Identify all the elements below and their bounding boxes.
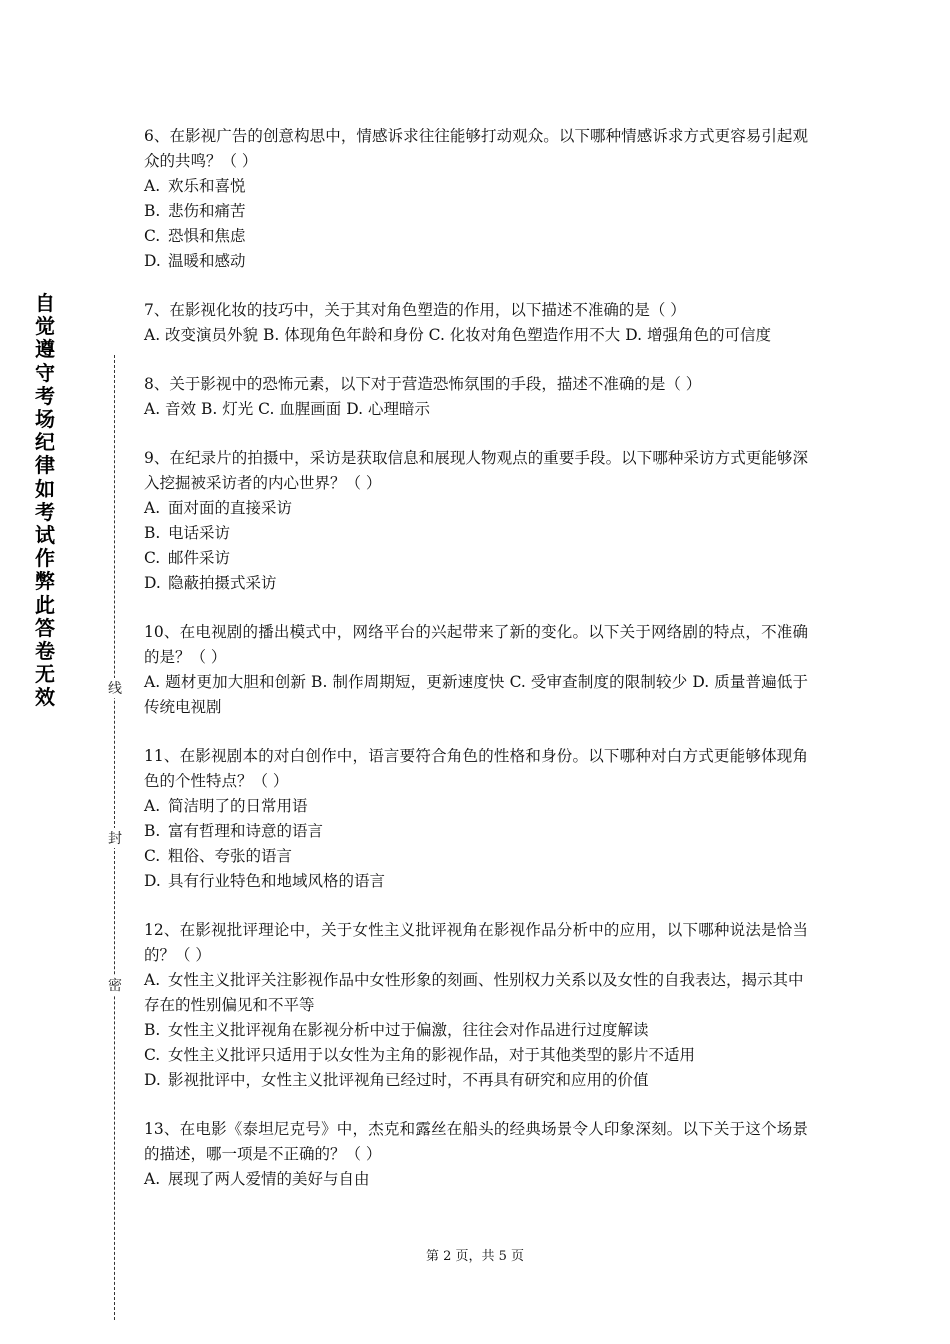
binding-label-feng: 封 — [104, 828, 126, 848]
inline-options: A. 题材更加大胆和创新 B. 制作周期短，更新速度快 C. 受审查制度的限制较少 D. 质量普遍低于传统电视剧 — [144, 673, 808, 716]
question-stem: 11、在影视剧本的对白创作中，语言要符合角色的性格和身份。以下哪种对白方式更能够体现角色的个性特点？（ ） — [144, 747, 808, 790]
question-10 — [144, 620, 808, 720]
option-c: C. 邮件采访 — [144, 549, 231, 567]
question-list — [144, 124, 808, 1216]
option-b: B. 电话采访 — [144, 524, 231, 542]
question-stem: 10、在电视剧的播出模式中，网络平台的兴起带来了新的变化。以下关于网络剧的特点，不准确的是？（ ） — [144, 623, 808, 666]
option-a: A. 欢乐和喜悦 — [144, 177, 246, 195]
option-a: A. 展现了两人爱情的美好与自由 — [144, 1170, 370, 1188]
option-d: D. 隐蔽拍摄式采访 — [144, 574, 277, 592]
option-d: D. 影视批评中，女性主义批评视角已经过时，不再具有研究和应用的价值 — [144, 1071, 649, 1089]
question-9 — [144, 446, 808, 596]
option-c: C. 女性主义批评只适用于以女性为主角的影视作品，对于其他类型的影片不适用 — [144, 1046, 696, 1064]
question-6 — [144, 124, 808, 274]
option-c: C. 恐惧和焦虑 — [144, 227, 246, 245]
option-d: D. 温暖和感动 — [144, 252, 246, 270]
question-12 — [144, 918, 808, 1093]
inline-options: A. 改变演员外貌 B. 体现角色年龄和身份 C. 化妆对角色塑造作用不大 D. 增强角色的可信度 — [144, 326, 771, 344]
binding-label-xian: 线 — [104, 678, 126, 698]
question-stem: 12、在影视批评理论中，关于女性主义批评视角在影视作品分析中的应用，以下哪种说法是恰当的？（ ） — [144, 921, 808, 964]
question-13 — [144, 1117, 808, 1192]
inline-options: A. 音效 B. 灯光 C. 血腥画面 D. 心理暗示 — [144, 400, 430, 418]
option-b: B. 悲伤和痛苦 — [144, 202, 246, 220]
binding-label-mi: 密 — [104, 975, 126, 995]
option-a: A. 女性主义批评关注影视作品中女性形象的刻画、性别权力关系以及女性的自我表达，揭示其中存在的性别偏见和不平等 — [144, 971, 804, 1014]
option-a: A. 面对面的直接采访 — [144, 499, 293, 517]
option-d: D. 具有行业特色和地域风格的语言 — [144, 872, 386, 890]
question-stem: 7、在影视化妆的技巧中，关于其对角色塑造的作用，以下描述不准确的是（ ） — [144, 301, 686, 319]
question-8 — [144, 372, 808, 422]
question-stem: 13、在电影《泰坦尼克号》中，杰克和露丝在船头的经典场景令人印象深刻。以下关于这个场景的描述，哪一项是不正确的？（ ） — [144, 1120, 808, 1163]
option-c: C. 粗俗、夸张的语言 — [144, 847, 293, 865]
option-b: B. 女性主义批评视角在影视分析中过于偏激，往往会对作品进行过度解读 — [144, 1021, 649, 1039]
page-number-footer: 第 2 页，共 5 页 — [425, 1249, 525, 1264]
option-a: A. 简洁明了的日常用语 — [144, 797, 308, 815]
exam-discipline-notice: 自觉遵守考场纪律如考试作弊此答卷无效 — [35, 291, 55, 710]
question-11 — [144, 744, 808, 894]
option-b: B. 富有哲理和诗意的语言 — [144, 822, 324, 840]
question-stem: 6、在影视广告的创意构思中，情感诉求往往能够打动观众。以下哪种情感诉求方式更容易引起观众的共鸣？（ ） — [144, 127, 808, 170]
question-7 — [144, 298, 808, 348]
question-stem: 9、在纪录片的拍摄中，采访是获取信息和展现人物观点的重要手段。以下哪种采访方式更能够深入挖掘被采访者的内心世界？（ ） — [144, 449, 808, 492]
question-stem: 8、关于影视中的恐怖元素，以下对于营造恐怖氛围的手段，描述不准确的是（ ） — [144, 375, 702, 393]
